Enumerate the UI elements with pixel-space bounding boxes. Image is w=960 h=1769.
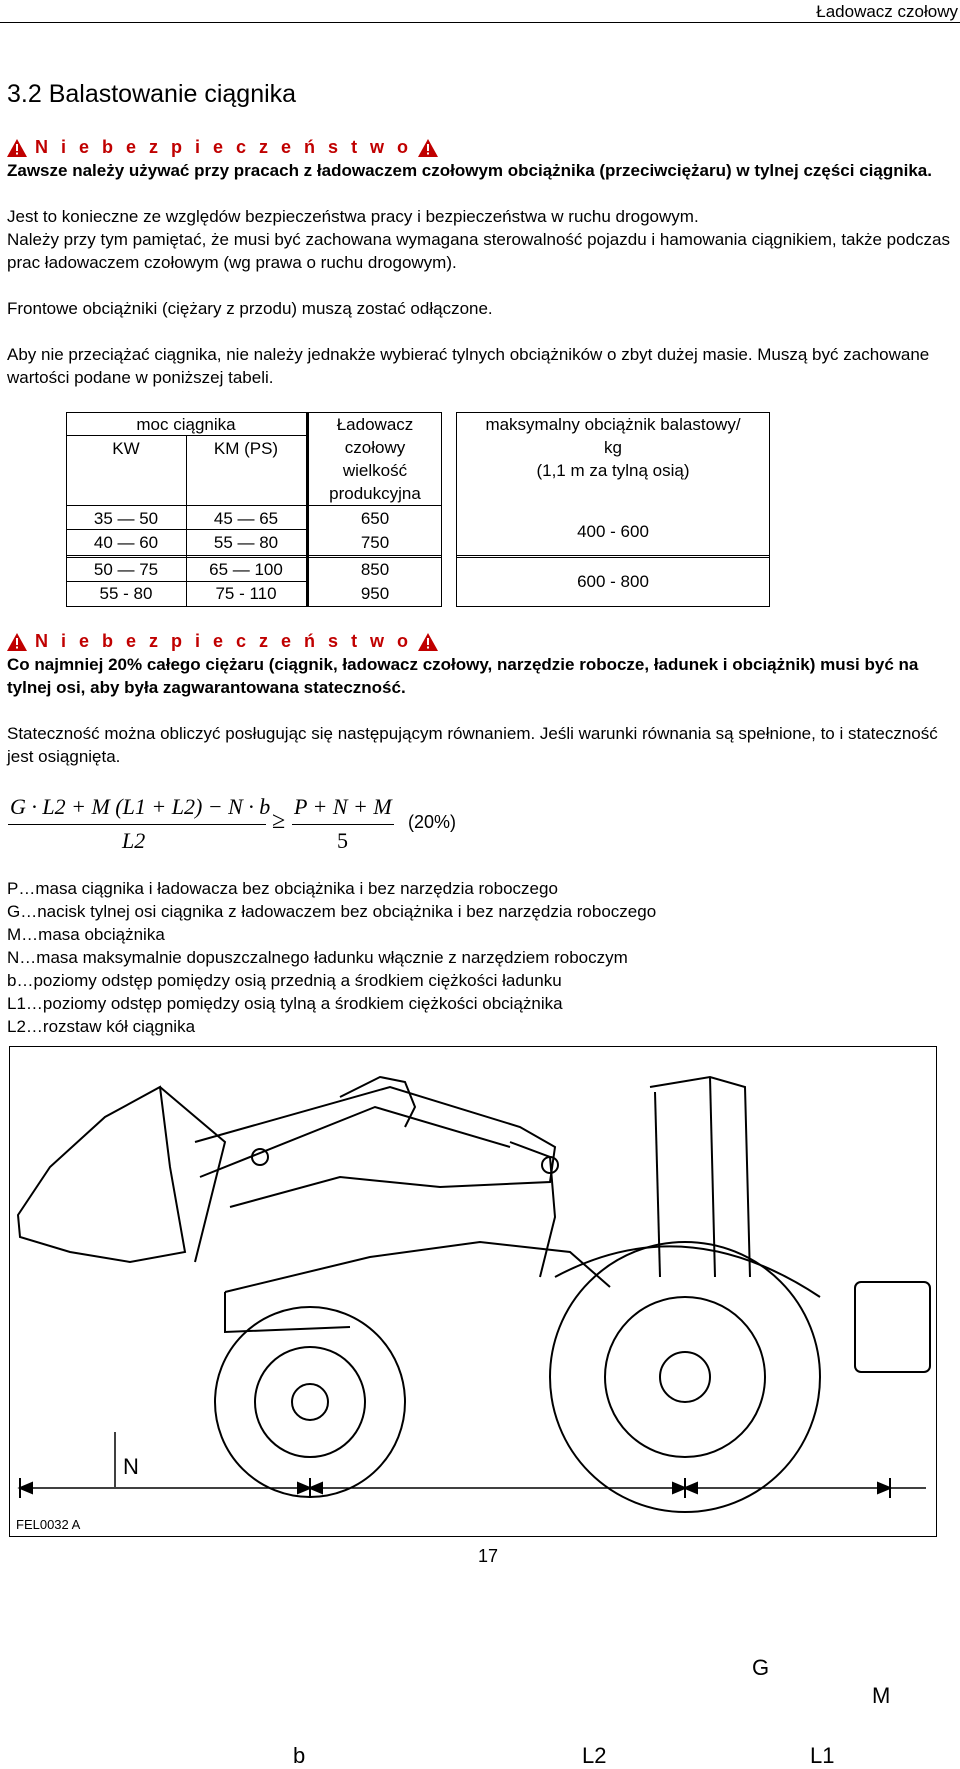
warning-triangle-icon [7,139,27,157]
table-cell: 65 — 100 [209,560,283,579]
table-cell: 600 - 800 [577,572,649,591]
warning-label: N i e b e z p i e c z e ń s t w o [35,137,413,157]
table-cell: 400 - 600 [577,522,649,541]
formula-note: (20%) [408,812,457,832]
page-number: 17 [478,1546,499,1566]
label-L1: L1 [810,1743,835,1768]
warning-triangle-icon [7,633,27,651]
table-cell: 40 — 60 [93,533,159,552]
legend-item: b…poziomy odstęp pomiędzy osią przednią a środkiem ciężkości ładunku [7,971,562,990]
label-N: N [123,1454,139,1479]
header-ballast: maksymalny obciążnik balastowy/ kg (1,1 m za tylną osią) [485,415,741,480]
label-L2: L2 [582,1743,607,1768]
drawing-code: FEL0032 A [16,1517,81,1532]
table-cell: 75 - 110 [215,584,277,603]
paragraph: Należy przy tym pamiętać, że musi być zachowana wymagana sterowalność pojazdu i hamowania ciągnikiem, także podczas prac ładowaczem czołowym (wg prawa o ruchu drogowym). [7,230,950,272]
header-loader: Ładowacz czołowy wielkość produkcyjna [329,415,421,503]
table-cell: 55 - 80 [99,584,153,603]
formula-rhs-numerator: P + N + M [294,794,392,819]
warning-text: Zawsze należy używać przy pracach z ładowaczem czołowym obciążnika (przeciwciężaru) w tylnej części ciągnika. [7,161,932,180]
paragraph: Stateczność można obliczyć posługując się następującym równaniem. Jeśli warunki równania są spełnione, to i stateczność jest osiągnięta. [7,724,938,766]
warning-triangle-icon [418,139,438,157]
table-cell: 650 [360,509,390,528]
fraction-bar [292,824,394,825]
label-G: G [752,1655,770,1680]
warning-text: Co najmniej 20% całego ciężaru (ciągnik, ładowacz czołowy, narzędzie robocze, ładunek i obciążnik) musi być na tylnej osi, aby była zagwarantowana stateczność. [7,655,919,697]
table-cell: 50 — 75 [93,560,159,579]
formula-lhs-denominator: L2 [122,828,146,853]
tractor-loader-illustration [10,1047,936,1536]
warning-heading [7,631,438,652]
formula-rhs-denominator: 5 [337,828,348,853]
table-cell: 850 [360,560,390,579]
formula-lhs-numerator: G · L2 + M (L1 + L2) − N · b [10,794,271,819]
table-cell: 950 [360,584,390,603]
legend-item: L1…poziomy odstęp pomiędzy osią tylną a środkiem ciężkości obciążnika [7,994,563,1013]
paragraph: Aby nie przeciążać ciągnika, nie należy jednakże wybierać tylnych obciążników o zbyt dużej masie. Muszą być zachowane wartości podane w poniższej tabeli. [7,345,930,387]
paragraph: Frontowe obciążniki (ciężary z przodu) muszą zostać odłączone. [7,299,493,318]
legend-item: M…masa obciążnika [7,925,165,944]
legend-item: G…nacisk tylnej osi ciągnika z ładowaczem bez obciążnika i bez narzędzia roboczego [7,902,657,921]
warning-triangle-icon [418,633,438,651]
table-cell: 35 — 50 [93,509,159,528]
label-b: b [293,1743,306,1768]
header-km: KM (PS) [213,439,279,458]
header-rule [0,22,960,23]
paragraph: Jest to konieczne ze względów bezpieczeństwa pracy i bezpieczeństwa w ruchu drogowym. [7,207,699,226]
legend-item: L2…rozstaw kół ciągnika [7,1017,196,1036]
warning-label: N i e b e z p i e c z e ń s t w o [35,631,413,651]
label-M: M [872,1683,891,1708]
header-kw: KW [112,439,140,458]
warning-heading [7,137,438,158]
formula-operator: ≥ [272,808,286,834]
table-cell: 750 [360,533,390,552]
table-cell: 55 — 80 [213,533,279,552]
section-title: 3.2 Balastowanie ciągnika [7,80,297,108]
table-cell: 45 — 65 [213,509,279,528]
legend-item: N…masa maksymalnie dopuszczalnego ładunku włącznie z narzędziem roboczym [7,948,628,967]
fraction-bar [8,824,266,825]
ballast-table [66,412,770,607]
running-header: Ładowacz czołowy [816,2,958,21]
header-power: moc ciągnika [136,415,236,434]
legend-item: P…masa ciągnika i ładowacza bez obciążnika i bez narzędzia roboczego [7,879,558,898]
